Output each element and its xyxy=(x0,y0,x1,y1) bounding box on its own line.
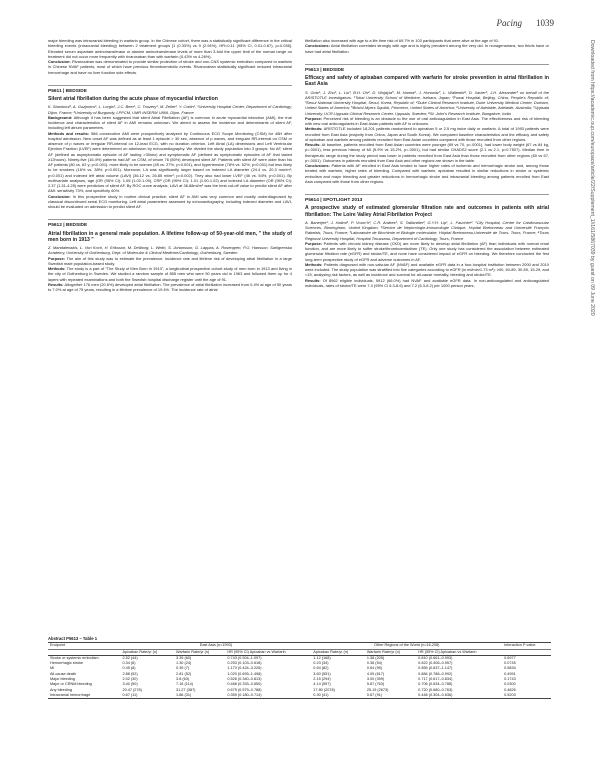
table-cell-w1: 1.86 (31) xyxy=(174,693,225,699)
sub-header: Apixaban Rate/yr (n) xyxy=(120,649,174,655)
table-cell-p: 0.5834 xyxy=(504,666,516,671)
journal-name: Pacing xyxy=(496,18,522,28)
abstract-title: Efficacy and safety of apixaban compared with warfarin for stroke prevention in atrial fibrillation in East Asia xyxy=(305,75,549,88)
table-cell-p: 0.5203 xyxy=(502,693,551,699)
table-cell-hr1: 0.526 (0.340–0.813) xyxy=(227,677,262,682)
table-cell-hr1: 0.359 (0.180–0.714) xyxy=(225,693,311,699)
table-cell-a2: 3.60 (551) xyxy=(313,671,331,676)
table-row xyxy=(48,693,551,699)
left-column xyxy=(48,38,292,292)
group-other-header: Other Regions of the World (n=16,208) xyxy=(311,643,502,649)
table-cell-w2: 0.64 (95) xyxy=(366,666,383,671)
intro-text: major bleeding was intracranial bleeding in warfarin group. In the Chinese cohort, there was a statistically significant difference in the critical bleeding events (intracranial bleeding) between 2 treatment groups [1 (0.33%) vs 9 (2.94%), HR=0.11 (95% CI, 0.01-0.87), p=0.036]. Elevated serum aspartate aminotransferase or alanine aminotransferase levels of more than 3-fold the upper limit of the normal range on treatment did not occur more frequently with rivaroxaban than with warfarin (0.43% vs 4.26%). xyxy=(48,38,292,59)
table-cell-hr1: 0.743 (0.504–1.097) xyxy=(227,655,262,660)
table-cell-a1: 2.02 (30) xyxy=(122,677,138,682)
endpoint-header: Endpoint xyxy=(48,643,120,649)
table-cell-a2: 2.15 (294) xyxy=(313,677,331,682)
abstract-p5612 xyxy=(48,219,292,292)
methods: Methods: Patients diagnosed with non-valvular AF (NVAF) and available eGFR data in a four-hospital institution between 2000 and 2010 were included. The study population was stratified into five categories according to eGFR (in ml/min/1.73 m²): ≥90, 60-89, 30-59, 15-29, and <15, analysing risk factors, as well as incidence and survival for all-cause mortality, bleeding and stroke/TE. xyxy=(305,261,549,278)
purpose: Purpose: Patients with chronic kidney disease (CKD) are more likely to develop atrial fibrillation (AF) than individuals with normal renal function, and are more likely to suffer stroke/thromboembolism (TE). Only one study has considered the association between estimated glomerular filtration rate (eGFR) and stroke/TE, and none have considered impact of eGFR on bleeding. We therefore conducted the first long-term prospective study of eGFR and adverse outcomes in AF. xyxy=(305,240,549,262)
abstract-authors: K. Stamboul¹, A. Guzjonics¹, L. Lorgis¹, J.C. Beer¹, C. Touzery¹, M. Zeller², Y. Cottin¹. ¹University Hospital Center, Department of Cardiology, Dijon, France; ²University of Burgundy, LPPCM, UMR INSERM U866, Dijon, France xyxy=(48,104,292,115)
table-cell-w1: 3.39 (60) xyxy=(176,655,192,660)
abstract-authors: Z. Mandalenakis, L. Von Koch, H. Eriksson, M. Dellborg, L. Welin, S. Johansson, G. Lappas, A. Rosengren, P.O. Hansson. Sahlgrenska Academy, University of Gothenburg, Dept. of Molecular & Clinical Medicine/Cardiology, Gothenburg, Sweden xyxy=(48,245,292,256)
table-cell-w1: 31.27 (387) xyxy=(176,687,196,692)
table-cell-hr2: 0.622 (0.406–0.957) xyxy=(418,661,453,666)
table-cell-a1: 0.45 (8) xyxy=(122,666,136,671)
abstract-id: P5612 | BEDSIDE xyxy=(48,223,88,229)
abstract-id: P5613 | BEDSIDE xyxy=(305,67,345,73)
intro-conclusion: Conclusion: Rivaroxaban was demonstrated to provide similar protection of stroke and non-CNS systemic embolism compared to warfarin in Chinese NVAF patients, most of which have previous thromboembolic events. Rivaroxaban statistically significant reduced intracranial hemorrhage and have no liver function side effects. xyxy=(48,59,292,75)
table-cell-p: 0.0300 xyxy=(504,682,516,687)
abstract-p5611 xyxy=(48,85,292,210)
table-cell-p: 0.1743 xyxy=(504,677,516,682)
table-cell-w2: 4.09 (617) xyxy=(366,671,385,676)
methods: Methods: ARISTOTLE included 18,201 patients randomized to apixaban 5 or 2.5 mg twice daily or warfarin. A total of 1993 patients were recruited from East Asia (majority from China, Japan and South Korea). We compared baseline characteristics and the efficacy and safety of apixaban and warfarin among patients recruited from East Asian countries compared with those recruited from other regions. xyxy=(305,126,549,142)
background: Background: Although it has been suggested that silent Atrial Fibrillation (AF) is common in acute myocardial infarction (AMI), the true incidence and characteristics of silent AF in AMI remains unknown. We aimed to assess the incidence and determinants of silent AF, including left atrium parameters. xyxy=(48,114,292,131)
table-cell-a1: 0.67 (11) xyxy=(120,693,174,699)
table-cell-a2: 0.23 (34) xyxy=(313,661,329,666)
table-cell-w2: 5.87 (763) xyxy=(366,682,385,687)
table-cell-p: 0.6977 xyxy=(504,655,516,660)
abstract-p5613 xyxy=(305,64,549,184)
table-cell-a2: 0.54 (82) xyxy=(313,666,329,671)
table-cell-p: 0.0745 xyxy=(504,661,516,666)
table-cell-hr2: 0.884 (0.788–0.992) xyxy=(418,671,453,676)
table-cell-a1: 3.40 (50) xyxy=(122,682,138,687)
download-sidenote xyxy=(586,40,596,560)
table-cell-a2: 17.80 (2078) xyxy=(313,687,335,692)
running-header xyxy=(497,18,555,28)
page-number: 1039 xyxy=(536,18,554,28)
table-cell-a1: 2.52 (44) xyxy=(122,655,138,660)
purpose: Purpose: Perceived risk of bleeding is an obstacle to the use of oral anticoagulation in East Asia. The effectiveness and risk of bleeding with new oral anticoagulants in East Asian patients with AF is unknown. xyxy=(305,115,549,127)
abstract-id: P5614 | SPOTLIGHT 2013 xyxy=(305,198,363,204)
group-east-header: East Asia (n=1993) xyxy=(120,643,311,649)
continued-text: fibrillation also increased with age to a life time risk of 69.7% in 103 participants that were alive at the age of 91. xyxy=(305,38,500,43)
continued-conclusion: Conclusions: Atrial fibrillation correlates strongly with age and is highly prevalent among the very old. In nonagenarians, two thirds have or have had atrial fibrillation. xyxy=(305,43,549,54)
table-cell-w2: 25.19 (2673) xyxy=(366,687,389,692)
table-cell-w1: 3.8 (63) xyxy=(176,677,190,682)
table-cell-hr2: 0.706 (0.634–0.788) xyxy=(418,682,453,687)
table-cell-endpoint: Stroke or systemic embolism xyxy=(50,655,99,660)
table-cell-a1: 2.88 (52) xyxy=(122,671,138,676)
table-cell-hr1: 0.675 (0.579–0.788) xyxy=(227,687,262,692)
table-cell-hr1: 1.020 (0.693–1.498) xyxy=(227,671,262,676)
table-cell-w1: 7.16 (114) xyxy=(176,682,194,687)
table-cell-w2: 0.36 (54) xyxy=(366,661,383,666)
purpose: Purpose: The aim of this study was to estimate the prevalence, incidence rate and lifetime risk of developing atrial fibrillation in a large Swedish male population-based study. xyxy=(48,255,292,266)
table-cell-endpoint: MI xyxy=(50,666,55,671)
abstract-title: Atrial fibrillation in a general male population. A lifetime follow-up of 50-year-old men, " the study of men born in 1913 " xyxy=(48,230,292,243)
table-cell-hr1: 0.253 (0.103–0.618) xyxy=(227,661,262,666)
table-cell-endpoint: Intracranial hemorrhage xyxy=(48,693,120,699)
methods: Methods and results: 586 consecutive AMI were prospectively analyzed by Continuous ECG Scope Monitoring (CSM) for 48H after hospital admission. New onset AF was defined as at least 1 episode > 30 sec, absence of p waves, and irregular RR-interval on CSM or absence of p waves or irregular RR-interval on 12-lead ECG, with no duration criterion. Left Atrial (LA) dimensions and Left Ventricular Ejection Fraction (LVEF) were determined on admission by echocardiography. We divided the study population into 3 groups: No AF, silent AF (defined as asymptomatic episode of AF lasting >30sec) and symptomatic AF (defined as symptomatic episodes of AF that lasted ≥12hours). Ninety-five (16.4%) patients had AF on CSM, of whom 76 (80%) developed silent AF. Patients with silent AF were older than No AF patients (80 vs. 62 y; p<0.001), more likely to be women (45 vs. 27%, p<0.001), and hypertensive (78% vs. 52%; p<0.001) but less likely to be smokers (16% vs. 38%; p<0.001). Moreover, LA was significantly larger based on indexed LA diameter (24.4 vs. 20.3 mm/m²; p<0.001) and indexed left atrial volume (LAVI) (36.12 vs. 26.85 ml/m²; p=0.002). They also had lower LVEF (46 vs. 54%, p<0.001). By multivariate analyses, age (OR (95% CI): 1.05 (1.02-1.09), CRP (OR (95% CI): 1.01 (1.00-1.02) and indexed LA diameter (OR (95% CI): 2.37 (1.31-4.25) were predictors of silent AF. By ROC curve analysis, LAVI at 36.88ml/m² was the best cut-off value to predict silent AF after AMI: sensitivity 73%, and specificity 60%. xyxy=(48,130,292,194)
interaction-header: Interaction P value xyxy=(502,643,551,649)
table-cell-hr2: 0.810 (0.661–0.993) xyxy=(418,655,453,660)
methods: Methods: The study is a part of "The Study of Men Born in 1913", a longitudinal prospective cohort study of men born in 1913 and living in the city of Gothenburg in Sweden. We studied a random sample of 855 men who were 50 years old in 1963 and followed them up for 4 layers with repeated examinations and both the Swedish hospital discharge register until the age of 91. xyxy=(48,266,292,282)
abstract-id: P5611 | BEDSIDE xyxy=(48,88,87,94)
table-cell-w2: 3.00 (399) xyxy=(366,677,385,682)
table-cell-hr2: 0.720 (0.680–0.763) xyxy=(418,687,453,692)
abstract-p5614 xyxy=(305,194,549,288)
table-cell-hr1: 0.466 (0.333–0.650) xyxy=(227,682,262,687)
table-cell-w2: 1.38 (205) xyxy=(366,655,385,660)
table-cell-hr2: 0.717 (0.617–0.834) xyxy=(418,677,453,682)
table-cell-hr2: 0.448 (0.304–0.636) xyxy=(416,693,502,699)
table-cell-endpoint: Any bleeding xyxy=(50,687,72,692)
table-cell-p: 0.4826 xyxy=(504,687,516,692)
table-cell-w1: 2.81 (52) xyxy=(176,671,192,676)
results: Results: Altogether 176 men (20.6%) developed atrial fibrillation. The prevalence of atrial fibrillation increased from 0.4% at age of 50 years to 7.0% at age of 75 years, resulting in a lifetime prevalence of 19.4%. The incidence rate of atrial xyxy=(48,281,292,293)
abstract-title: A prospective study of estimated glomerular filtration rate and outcomes in patients with atrial fibrillation: The Loire Valley Atrial Fibrillation Project xyxy=(305,205,549,218)
table-cell-w1: 0.39 (7) xyxy=(176,666,190,671)
conclusion: Conclusion: In this prospective study in routine clinical practice, silent AF in AMI was very common and mostly underdiagnosed by classical discontinued serial ECG monitoring. Left atrial parameters assessed by echocardiography, including indexed diameter and LAVI, should be evaluated on admission to predict silent AF. xyxy=(48,193,292,210)
abstract-title: Silent atrial fibrillation during the acute phase of myocardial infarction xyxy=(48,96,218,102)
table-title: Abstract P5613 – Table 1 xyxy=(48,636,551,643)
sub-header: HR (95% CI) Apixaban vs Warfarin xyxy=(416,649,502,655)
sub-header: Warfarin Rate/yr (n) xyxy=(174,649,225,655)
table-cell-a1: 0.34 (6) xyxy=(122,661,136,666)
results-table xyxy=(48,636,551,699)
table-cell-a2: 1.12 (168) xyxy=(313,655,331,660)
table-cell-endpoint: Major bleeding xyxy=(50,677,75,682)
sub-header: Apixaban Rate/yr (n) xyxy=(311,649,365,655)
conclusions: Conclusions: Patients with AF enrolled in East Asia tended to have higher rates of ischemic and hemorrhagic stroke and, among those treated with warfarin, higher rates of bleeding. Compared with warfarin, apixaban resulted in similar reductions in stroke or systemic embolism and major bleeding and greater reductions in hemorrhagic stroke and intracranial bleeding among patients enrolled from East Asia compared with those from other regions. xyxy=(305,163,549,184)
table-cell-endpoint: Major or CRNM bleeding xyxy=(50,682,92,687)
download-text: Downloaded from https://academic.oup.com/europace/article/22/Supplement_1/i161/5867039 by guest on 09 June 2020 xyxy=(589,40,595,316)
results: Results: Of 8962 eligible individuals, 5912 (66.0%) had NVAF and available eGFR data. In non-anticoagulated and anticoagulated individuals, rates of stroke/TE were 7.4 (95% CI 6.3-8.6) and 7.2 (6.3-8.2) per 1000 person years, xyxy=(305,277,549,288)
results: Results: At baseline, patients recruited from East Asian countries were younger (69 vs 70, p=.0001), had lower body weight (67 vs 84 kg, p=.0001), less previous history of MI (5.9% vs 15.2%, p<.0001), but had similar CHADS2 score (2.1 vs 2.1, p=0.7507). Median time in therapeutic range during the study period was lower in patients recruited from East Asia than those recruited from other regions (60 vs 67, p<.0001). Outcomes in patients recruited from East Asia and other regions are shown in the table. xyxy=(305,142,549,163)
table-cell-w2: 0.67 (91) xyxy=(365,693,416,699)
table-cell-w1: 1.30 (24) xyxy=(176,661,192,666)
right-column xyxy=(305,38,549,288)
table-cell-endpoint: All-cause death xyxy=(50,671,77,676)
table-cell-p: 0.4991 xyxy=(504,671,516,676)
sub-header: HR (95% CI) Apixaban vs Warfarin xyxy=(225,649,311,655)
table-cell-a2: 4.14 (557) xyxy=(313,682,331,687)
sub-header: Warfarin Rate/yr (n) xyxy=(365,649,416,655)
abstract-authors: A. Banerjee¹, J. Halimi², P. Vourc'h², C.R. Andres², S. Taillandier², G.Y.H. Lip¹, L. Fauchier². ¹City Hospital, Centre for Cardiovascular Sciences, Birmingham, United Kingdom; ²Service de Nephrologie-Immunologie Clinique, Hopital Bretonneau and Université François Rabelais, Tours, France; ³Laboratoire de Biochimie et Biologie moléculaire, Hôpital Bretonneau,Université de Tours, Tours, France; ⁴Tours Regional University Hospital, Hospital Trousseau, Department of Cardiology, Tours, France xyxy=(305,219,549,241)
table-cell-a2: 0.30 (41) xyxy=(311,693,365,699)
abstract-authors: S. Goto¹, J. Zhu², L. Liu³, B.H. Oh⁴, D. Wojdyla⁵, M. Hanna⁶, J. Horowitz⁷, L. Wallentin⁸, D. Xavier⁹, J.H. Alexander⁵ on behalf of the ARISTOTLE Investigators. ¹Tokai University School of Medicine, Isehara, Japan; ²Fuwai Hospital, Beijing, China, People's Republic of; ³Seoul National University Hospital, Seoul, Korea, Republic of; ⁴Duke Clinical Research Institute, Duke University Medical Center, Durham, United States of America; ⁵Bristol-Myers Squibb, Princeton, United States of America; ⁶University of Adelaide, Adelaide, Australia; ⁷Uppsala University, UCR-Uppsala Clinical Research Center, Uppsala, Sweden; ⁸St. John's Research Institute, Bangalore, India xyxy=(305,89,549,116)
table-cell-a1: 20.47 (278) xyxy=(122,687,142,692)
table-cell-hr2: 0.855 (0.637–1.147) xyxy=(418,666,453,671)
table-cell-hr1: 1.170 (0.424–3.226) xyxy=(227,666,262,671)
table-cell-endpoint: Hemorrhagic stroke xyxy=(50,661,84,666)
